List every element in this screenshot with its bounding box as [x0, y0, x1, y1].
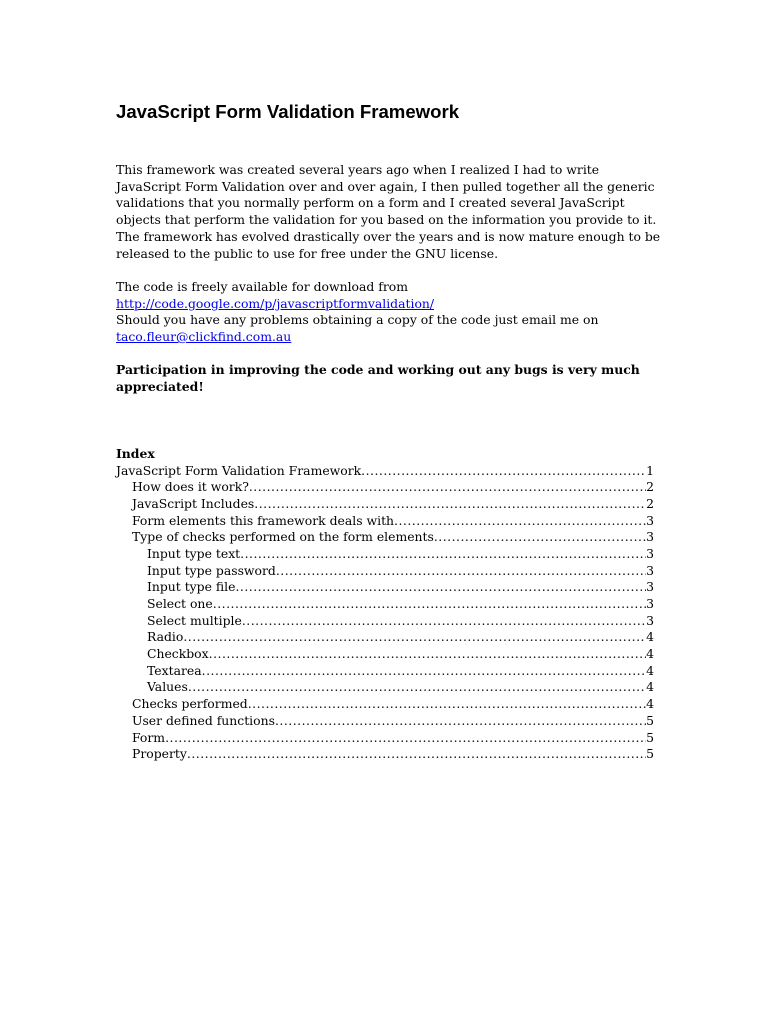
toc-entry-page: 2 — [646, 495, 654, 511]
toc-entry-page: 4 — [646, 696, 654, 712]
toc-entry[interactable] — [116, 463, 654, 480]
toc-dot-leader — [361, 463, 646, 480]
document-title: JavaScript Form Validation Framework — [116, 101, 460, 122]
toc-entry-title: Textarea — [147, 662, 202, 678]
toc-entry-title: Select one — [147, 596, 213, 612]
toc-entry[interactable] — [116, 629, 654, 646]
toc-dot-leader — [248, 696, 646, 713]
toc-entry[interactable] — [116, 546, 654, 563]
toc-entry[interactable] — [116, 563, 654, 580]
toc-entry-title: Values — [147, 679, 188, 695]
toc-entry-title: Property — [132, 746, 187, 762]
toc-dot-leader — [209, 646, 646, 663]
toc-entry-title: Radio — [147, 629, 184, 645]
document-page — [116, 100, 661, 763]
intro-line: validations that you normally perform on a form and I created several JavaScript — [116, 195, 625, 211]
toc-entry-title: How does it work? — [132, 479, 249, 495]
toc-entry-title: Type of checks performed on the form elements — [132, 529, 434, 545]
participation-line: appreciated! — [116, 379, 204, 395]
toc-entry-page: 5 — [646, 746, 654, 762]
toc-entry-title: Checkbox — [147, 646, 209, 662]
toc-entry-page: 5 — [646, 729, 654, 745]
toc-entry[interactable] — [116, 730, 654, 747]
toc-entry-page: 3 — [646, 562, 654, 578]
toc-entry-page: 4 — [646, 662, 654, 678]
table-of-contents — [116, 463, 654, 763]
toc-dot-leader — [254, 496, 646, 513]
intro-line: This framework was created several years ago when I realized I had to write — [116, 162, 600, 177]
toc-entry-page: 3 — [646, 529, 654, 545]
toc-entry[interactable] — [116, 596, 654, 613]
toc-entry-page: 4 — [646, 646, 654, 662]
toc-entry-page: 4 — [646, 629, 654, 645]
toc-entry[interactable] — [116, 579, 654, 596]
toc-dot-leader — [187, 746, 646, 763]
toc-entry[interactable] — [116, 746, 654, 763]
toc-dot-leader — [188, 679, 646, 696]
toc-entry-page: 3 — [646, 512, 654, 528]
intro-line: released to the public to use for free under the GNU license. — [116, 245, 499, 261]
intro-line: The framework has evolved drastically over the years and is now mature enough to be — [116, 228, 661, 244]
toc-entry-title: JavaScript Includes — [132, 495, 255, 511]
toc-entry[interactable] — [116, 679, 654, 696]
intro-paragraph — [116, 162, 661, 262]
toc-entry[interactable] — [116, 496, 654, 513]
toc-entry[interactable] — [116, 663, 654, 680]
participation-paragraph — [116, 362, 654, 395]
index-heading: Index — [116, 445, 155, 461]
toc-dot-leader — [242, 613, 646, 630]
toc-dot-leader — [276, 563, 646, 580]
toc-entry-title: JavaScript Form Validation Framework — [116, 462, 362, 478]
toc-dot-leader — [213, 596, 646, 613]
toc-entry[interactable] — [116, 646, 654, 663]
toc-entry-page: 3 — [646, 579, 654, 595]
toc-entry-title: Input type text — [147, 545, 241, 561]
toc-entry[interactable] — [116, 713, 654, 730]
download-link[interactable]: http://code.google.com/p/javascriptformvalidation/ — [116, 295, 435, 311]
toc-entry[interactable] — [116, 613, 654, 630]
toc-dot-leader — [249, 479, 646, 496]
toc-entry[interactable] — [116, 479, 654, 496]
toc-dot-leader — [434, 529, 646, 546]
download-text: The code is freely available for download from — [116, 278, 408, 294]
toc-entry[interactable] — [116, 696, 654, 713]
download-paragraph — [116, 279, 654, 346]
participation-line: Participation in improving the code and working out any bugs is very much — [116, 362, 640, 378]
toc-entry[interactable] — [116, 529, 654, 546]
toc-entry-title: Input type password — [147, 562, 276, 578]
toc-entry-page: 3 — [646, 545, 654, 561]
toc-dot-leader — [235, 579, 646, 596]
toc-dot-leader — [275, 713, 646, 730]
problems-text: Should you have any problems obtaining a copy of the code just email me on — [116, 312, 599, 328]
toc-entry-title: Input type file — [147, 579, 236, 595]
intro-line: JavaScript Form Validation over and over again, I then pulled together all the generic — [116, 178, 655, 194]
toc-entry-page: 5 — [646, 712, 654, 728]
toc-entry-title: Checks performed — [132, 696, 248, 712]
toc-dot-leader — [394, 513, 646, 530]
toc-entry-page: 2 — [646, 479, 654, 495]
toc-entry[interactable] — [116, 513, 654, 530]
toc-entry-page: 4 — [646, 679, 654, 695]
toc-dot-leader — [240, 546, 646, 563]
toc-entry-title: Form — [132, 729, 166, 745]
toc-dot-leader — [165, 730, 646, 747]
intro-line: objects that perform the validation for you based on the information you provide to it. — [116, 212, 657, 228]
toc-entry-title: Select multiple — [147, 612, 242, 628]
email-link[interactable]: taco.fleur@clickfind.com.au — [116, 329, 292, 345]
toc-entry-title: Form elements this framework deals with — [132, 512, 395, 528]
toc-entry-page: 1 — [646, 462, 654, 478]
toc-dot-leader — [183, 629, 646, 646]
toc-entry-title: User defined functions — [132, 712, 275, 728]
toc-entry-page: 3 — [646, 596, 654, 612]
toc-entry-page: 3 — [646, 612, 654, 628]
toc-dot-leader — [202, 663, 646, 680]
